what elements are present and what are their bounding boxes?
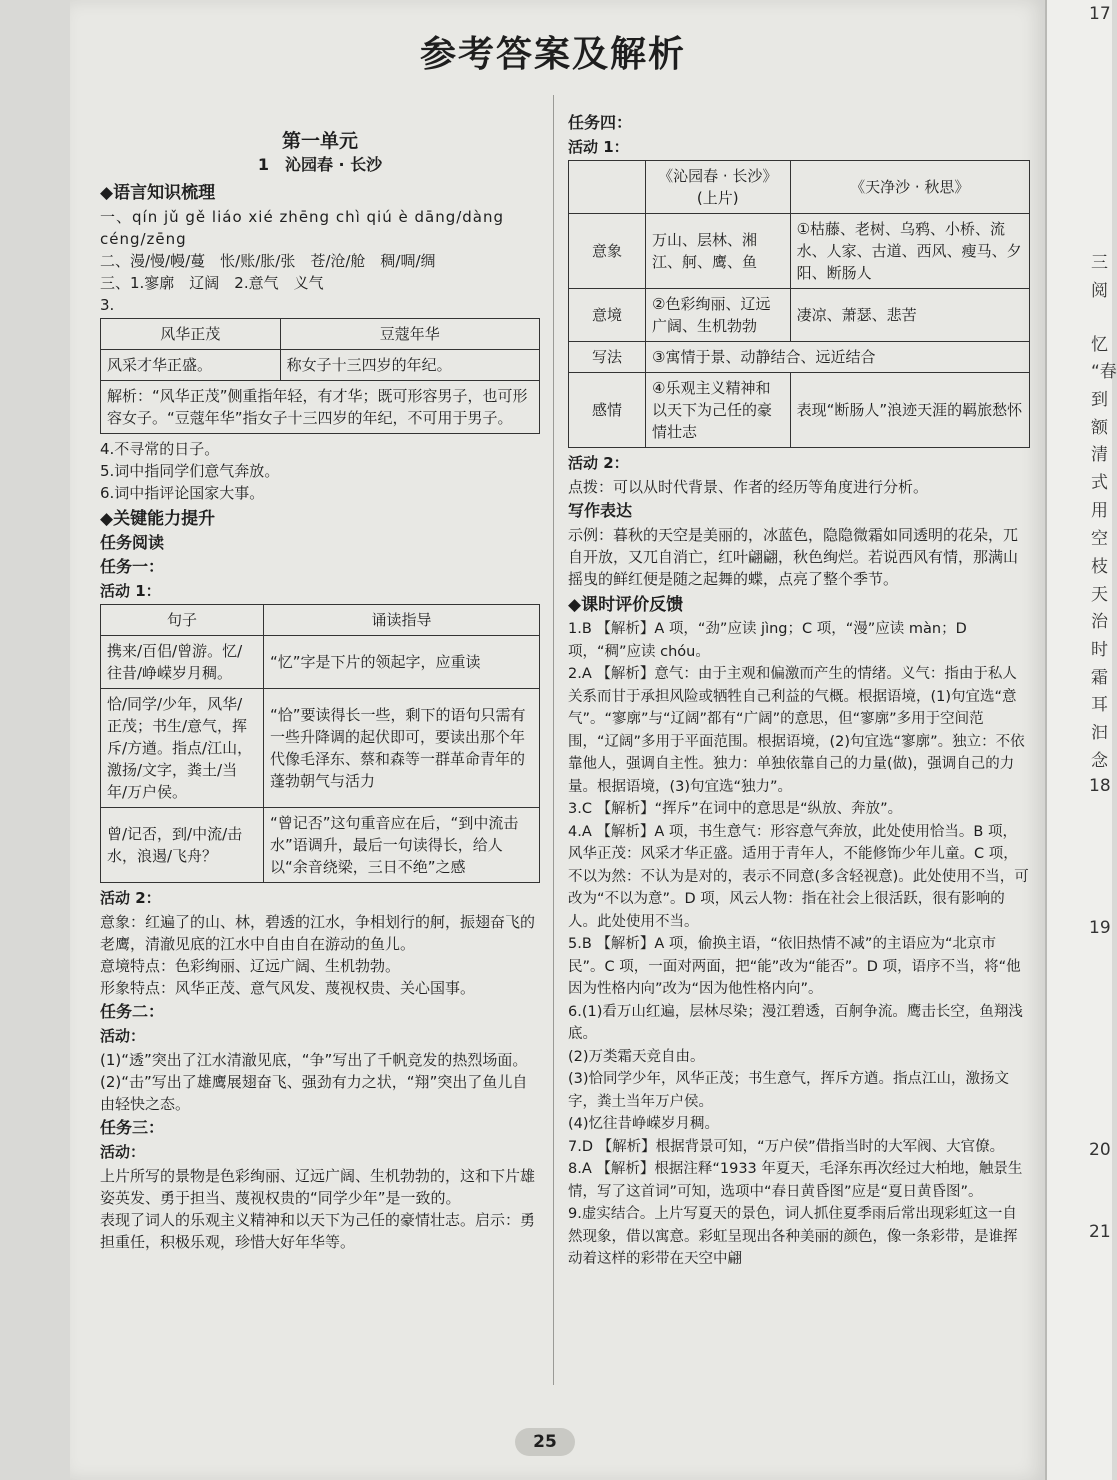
answer-q5: 5.词中指同学们意气奔放。 [100,462,280,480]
activity2-text: 形象特点：风华正茂、意气风发、蔑视权贵、关心国事。 [100,979,476,997]
table-words [100,318,540,434]
answer-q2: 二、漫/慢/幔/蔓 怅/账/胀/张 苍/沧/舱 稠/啁/绸 [100,252,436,270]
task3-text: 表现了词人的乐观主义精神和以天下为己任的豪情壮志。启示：勇担重任，积极乐观，珍惜大好年华等。 [100,1211,536,1251]
next-page-fragment: 空 [1091,529,1108,549]
answer-q6: 6.词中指评论国家大事。 [100,484,265,502]
answer-item: (3)恰同学少年，风华正茂；书生意气，挥斥方遒。指点江山，激扬文字，粪土当年万户侯。 [568,1071,1010,1110]
answer-q3-num: 3. [100,296,115,314]
next-page-fragment: 20 [1089,1140,1111,1160]
table-cell: ③寓情于景、动静结合、远近结合 [646,342,1030,373]
next-page-fragment: 汩 [1091,723,1108,743]
next-page-fragment: 耳 [1091,695,1108,715]
next-page-fragment: 三 [1091,253,1108,273]
table-header: 豆蔻年华 [280,319,539,350]
task4-activity2-heading: 活动 2： [568,454,629,472]
next-page-fragment: 式 [1091,473,1108,493]
answer-item: 6.(1)看万山红遍，层林尽染；漫江碧透，百舸争流。鹰击长空，鱼翔浅底。 [568,1003,1023,1042]
table-corner [569,161,646,214]
table-cell: 曾/记否，到/中流/击水，浪遏/飞舟？ [101,808,264,883]
task4-activity1-heading: 活动 1： [568,138,629,156]
next-page-fragment: 时 [1091,640,1108,660]
table-cell: ②色彩绚丽、辽远广阔、生机勃勃 [646,289,791,342]
task3-text: 上片所写的景物是色彩绚丽、辽远广阔、生机勃勃的，这和下片雄姿英发、勇于担当、蔑视权贵的“同学少年”是一致的。 [100,1167,536,1207]
table-cell: “忆”字是下片的领起字，应重读 [264,636,540,689]
left-column [100,130,540,1253]
answer-item: (2)万类霜天竞自由。 [568,1048,705,1065]
answer-item: 7.D 【解析】根据背景可知，“万户侯”借指当时的大军阀、大官僚。 [568,1138,1005,1155]
answer-item: 9.虚实结合。上片写夏天的景色，词人抓住夏季雨后常出现彩虹这一自然现象，借以寓意。彩虹呈现出各种美丽的颜色，像一条彩带，是谁挥动着这样的彩带在天空中翩 [568,1206,1018,1267]
activity1-heading: 活动 1： [100,582,161,600]
table-header: 风华正茂 [101,319,281,350]
next-page-fragment: 忆 [1091,335,1108,355]
next-page-edge [1045,0,1117,1480]
next-page-fragment: 霜 [1091,668,1108,688]
table-cell: ①枯藤、老树、乌鸦、小桥、流水、人家、古道、西风、瘦马、夕阳、断肠人 [790,214,1029,289]
answer-item: 1.B 【解析】A 项，“劲”应读 jìng；C 项，“漫”应读 màn；D 项，“稠”应读 chóu。 [568,621,967,660]
unit-title: 第一单元 [281,130,358,152]
activity2-heading: 活动 2： [100,889,161,907]
answer-q1: 一、qín jǔ gě liáo xié zhēng chì qiú è dāng/dàng céng/zēng [100,208,505,248]
table-poem-comparison [568,160,1030,448]
table-row-label: 感情 [569,373,646,448]
table-cell: 万山、层林、湘江、舸、鹰、鱼 [646,214,791,289]
answer-item: 8.A 【解析】根据注释“1933 年夏天，毛泽东再次经过大柏地，触景生情，写了这首词”可知，选项中“春日黄昏图”应是“夏日黄昏图”。 [568,1161,1023,1200]
table-row-label: 意境 [569,289,646,342]
task2-heading: 任务二： [100,1002,165,1021]
table-header: 诵读指导 [264,605,540,636]
page-title: 参考答案及解析 [420,33,687,75]
answer-item: 4.A 【解析】A 项，书生意气：形容意气奔放，此处使用恰当。B 项，风华正茂：风采才华正盛。适用于青年人，不能修饰少年儿童。C 项，不以为然：不认为是对的，表示不同意(多含轻视意)。此处使用不当，可改为“不以为意”。D 项，风云人物：指在社会上很活跃，很有影响的人。此处使用不当。 [568,823,1029,930]
table-row-label: 写法 [569,342,646,373]
task2-text: (2)“击”写出了雄鹰展翅奋飞、强劲有力之状，“翔”突出了鱼儿自由轻快之态。 [100,1073,528,1113]
next-page-fragment: 17 [1089,4,1111,24]
next-page-fragment: 念 [1091,751,1108,771]
section-heading-key: ◆关键能力提升 [100,509,216,529]
task-reading-heading: 任务阅读 [100,533,165,552]
answer-q4: 4.不寻常的日子。 [100,440,220,458]
next-page-fragment: 21 [1089,1222,1111,1242]
right-column [568,110,1030,1271]
next-page-fragment: 额 [1091,418,1108,438]
next-page-fragment: 阅 [1091,281,1108,301]
answer-item: 3.C 【解析】“挥斥”在词中的意思是“纵放、奔放”。 [568,801,903,817]
answer-q3: 三、1.寥廓 辽阔 2.意气 义气 [100,274,324,292]
task2-activity-heading: 活动： [100,1027,146,1045]
activity2-text: 点拨：可以从时代背景、作者的经历等角度进行分析。 [568,478,929,496]
table-note: 解析：“风华正茂”侧重指年轻，有才华；既可形容男子，也可形容女子。“豆蔻年华”指女子十三四岁的年纪，不可用于男子。 [101,381,540,434]
lesson-title: 1 沁园春 · 长沙 [257,155,383,174]
writing-text: 示例：暮秋的天空是美丽的，冰蓝色，隐隐微霜如同透明的花朵，兀自开放，又兀自消亡，红叶翩翩，秋色绚烂。若说西风有情，那满山摇曳的鲜红便是随之起舞的蝶，点亮了整个季节。 [568,526,1019,588]
next-page-fragment: 19 [1089,918,1111,938]
table-header: 《沁园春 · 长沙》(上片) [646,161,791,214]
next-page-fragment: 清 [1091,445,1108,465]
table-row-label: 意象 [569,214,646,289]
next-page-fragment: “春 [1091,362,1117,382]
page-number: 25 [515,1428,575,1456]
table-cell: “恰”要读得长一些，剩下的语句只需有一些升降调的起伏即可，要读出那个年代像毛泽东、蔡和森等一群革命青年的蓬勃朝气与活力 [264,689,540,808]
next-page-fragment: 治 [1091,612,1108,632]
activity2-text: 意象：红遍了的山、林，碧透的江水，争相划行的舸，振翅奋飞的老鹰，清澈见底的江水中自由自在游动的鱼儿。 [100,913,536,953]
activity2-text: 意境特点：色彩绚丽、辽远广阔、生机勃勃。 [100,957,401,975]
table-cell: 携来/百侣/曾游。忆/往昔/峥嵘岁月稠。 [101,636,264,689]
table-cell: 凄凉、萧瑟、悲苦 [790,289,1029,342]
section-heading-language: ◆语言知识梳理 [100,183,216,203]
answer-item: 5.B 【解析】A 项，偷换主语，“依旧热情不减”的主语应为“北京市民”。C 项，一面对两面，把“能”改为“能否”。D 项，语序不当，将“他因为性格内向”改为“因为他性格内向”。 [568,936,1021,997]
writing-heading: 写作表达 [568,501,633,520]
answer-list [568,618,1030,1271]
answer-item: (4)忆往昔峥嵘岁月稠。 [568,1116,720,1132]
table-header: 句子 [101,605,264,636]
task3-activity-heading: 活动： [100,1143,146,1161]
table-cell: 恰/同学/少年，风华/正茂；书生/意气，挥斥/方遒。指点/江山，激扬/文字，粪土/当年/万户侯。 [101,689,264,808]
next-page-fragment: 到 [1091,390,1108,410]
table-reading-guide [100,604,540,883]
table-cell: “曾记否”这句重音应在后，“到中流击水”语调升，最后一句读得长，给人以“余音绕梁，三日不绝”之感 [264,808,540,883]
next-page-fragment: 枝 [1091,557,1108,577]
answer-item: 2.A 【解析】意气：由于主观和偏激而产生的情绪。义气：指由于私人关系而甘于承担风险或牺牲自己利益的气概。根据语境，(1)句宜选“意气”。“寥廓”与“辽阔”都有“广阔”的意思，但“寥廓”多用于空间范围，“辽阔”多用于平面范围。根据语境，(2)句宜选“寥廓”。独立：不依靠他人，强调自主性。独力：单独依靠自己的力量(做)，强调自己的力量。根据语境，(3)句宜选“独力”。 [568,666,1025,795]
task1-heading: 任务一： [100,557,165,576]
task4-heading: 任务四： [568,113,633,132]
section-heading-eval: ◆课时评价反馈 [568,595,684,615]
column-divider [553,95,554,1385]
next-page-fragment: 用 [1091,501,1108,521]
next-page-fragment: 18 [1089,776,1111,796]
table-cell: 称女子十三四岁的年纪。 [280,350,539,381]
task3-heading: 任务三： [100,1118,165,1137]
next-page-fragment: 天 [1091,585,1108,605]
table-cell: 表现“断肠人”浪迹天涯的羁旅愁怀 [790,373,1029,448]
table-header: 《天净沙 · 秋思》 [790,161,1029,214]
table-cell: ④乐观主义精神和以天下为己任的豪情壮志 [646,373,791,448]
table-cell: 风采才华正盛。 [101,350,281,381]
task2-text: (1)“透”突出了江水清澈见底，“争”写出了千帆竞发的热烈场面。 [100,1051,528,1069]
